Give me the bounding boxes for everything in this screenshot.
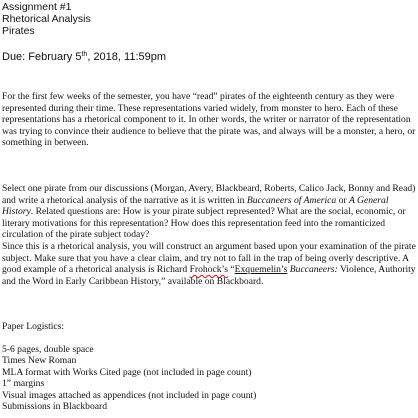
task-paragraph [2, 183, 416, 241]
author-name: Frohock’s [189, 264, 228, 275]
logistics-item: 5-6 pages, double space [2, 344, 94, 355]
assignment-type: Rhetorical Analysis [2, 13, 91, 25]
source-title-1: Buccaneers of America [246, 194, 337, 206]
argument-text-1: Since this is a rhetorical analysis, you will construct an argument based upon your examination of the pirate subject. Make sure that you have a clear claim, and try not to fall in the trap of being overly descriptive. A good example of a rhetorical analysis is Richard [2, 241, 416, 275]
argument-paragraph [2, 241, 416, 287]
source-title-2: A General History [2, 194, 389, 217]
due-date [2, 51, 166, 64]
article-italic-title: Buccaneers: [289, 264, 338, 275]
logistics-item: Visual images attached as appendices (not included in page count) [2, 390, 257, 401]
logistics-item: MLA format with Works Cited page (not included in page count) [2, 367, 252, 378]
logistics-item: Submissions in Blackboard [2, 401, 107, 412]
logistics-item: 1” margins [2, 378, 45, 389]
article-link[interactable]: Exquemelin’s [234, 264, 288, 275]
task-text-2: or [336, 194, 349, 206]
logistics-heading: Paper Logistics: [2, 321, 65, 332]
due-date-suffix: , 2018, 11:59pm [87, 51, 167, 63]
due-date-ordinal: th [81, 51, 88, 58]
intro-paragraph: For the first few weeks of the semester, you have “read” pirates of the eighteenth century as they were represented during their time. These representations varied widely, from monster to hero. Each of these representations has a rhetorical component to it. In other words, the writer or narrator of the representation was trying to convince their audience to believe that the pirate was, and always will be a monster, a hero, or something in between. [2, 91, 416, 148]
argument-text-4: Violence, Authority and the Word in Early Caribbean History,” available on Blackboard. [2, 264, 416, 287]
argument-text-2: “ [227, 264, 235, 275]
due-date-prefix: Due: February 5 [2, 51, 82, 63]
logistics-item: Times New Roman [2, 355, 77, 366]
assignment-topic: Pirates [2, 25, 35, 37]
assignment-number: Assignment #1 [2, 1, 72, 13]
task-text-1: Select one pirate from our discussions (Morgan, Avery, Blackbeard, Roberts, Calico Jack, Bonny and Read) and write a rhetorical analysis of the narrative as it is written in [2, 183, 416, 206]
task-text-3: . Related questions are: How is your pirate subject represented? What are the social, economic, or literary motivations for this representation? How does this representation feed into the romanticized circulation of the pirate subject today? [2, 206, 406, 240]
